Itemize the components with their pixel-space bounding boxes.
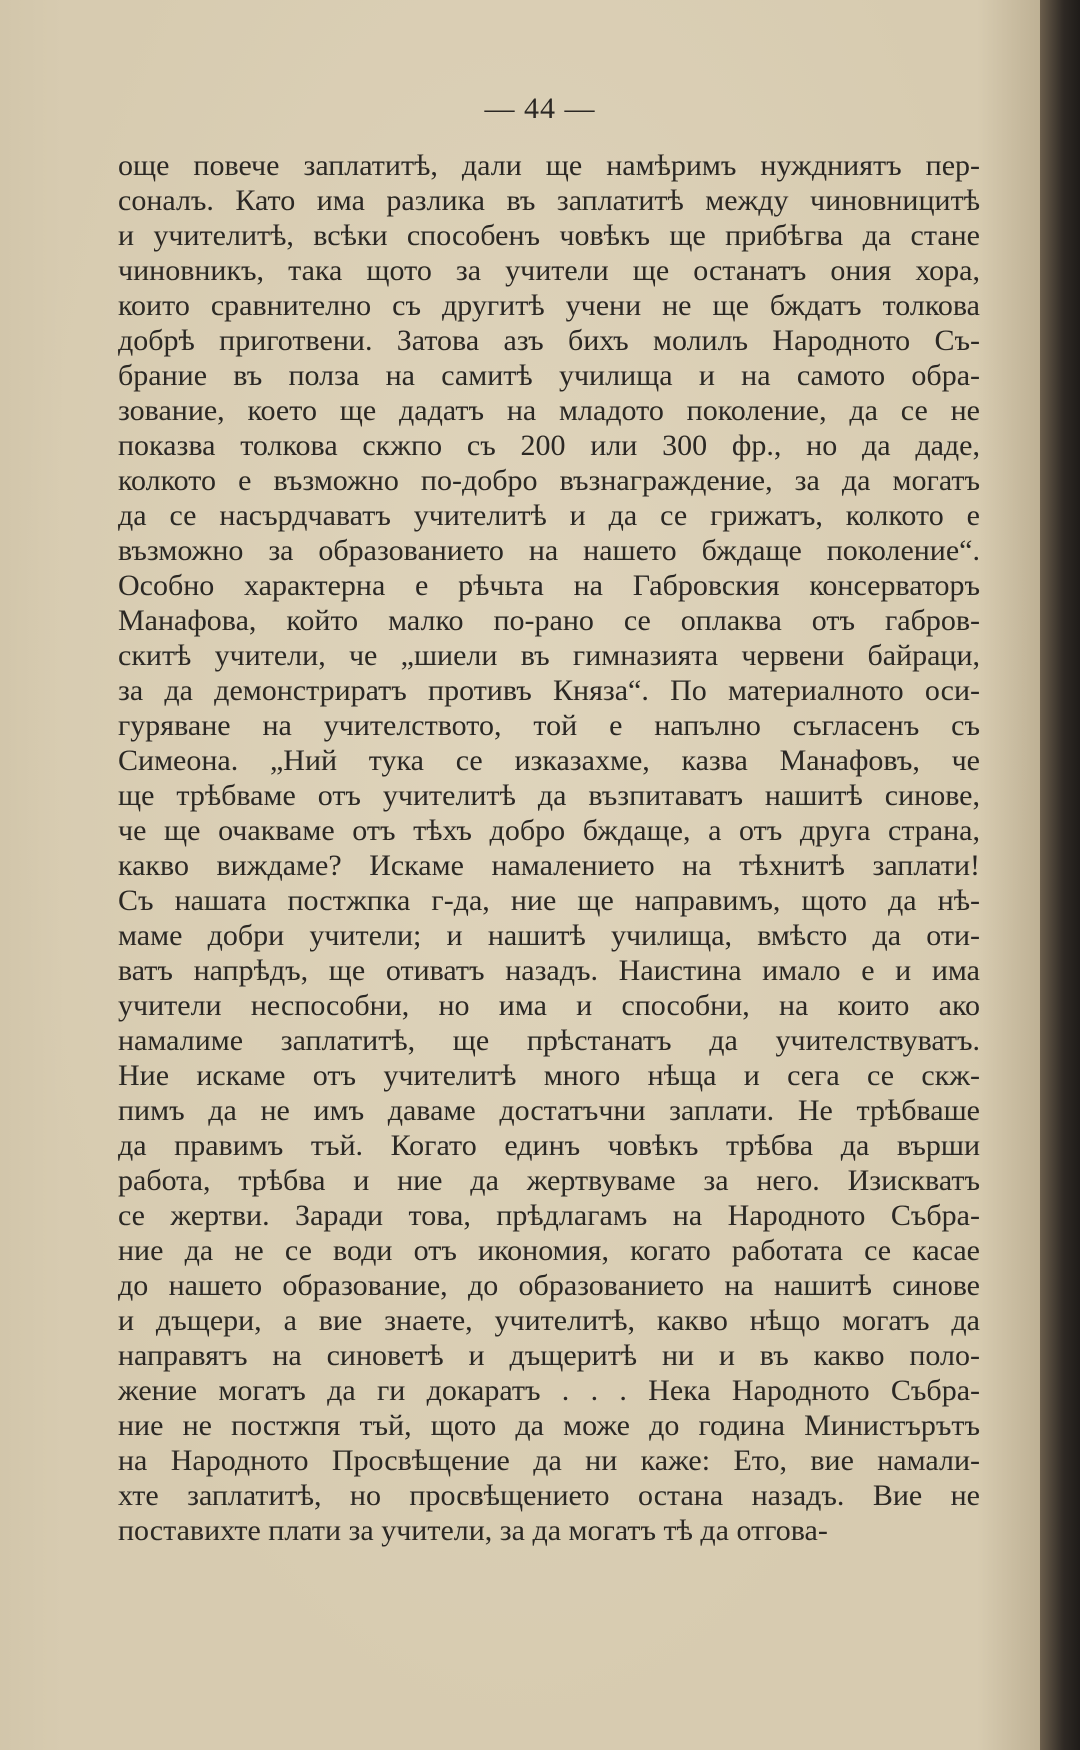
text-line: Съ нашата постжпка г-да, ние ще направимъ, щото да нѣ- [118,884,980,917]
text-line: зование, което ще дадатъ на младото поколение, да се не [118,394,980,427]
text-line: Симеона. „Ний тука се изказахме, казва Манафовъ, че [118,744,980,777]
body-text [118,148,980,1548]
text-line: ние да не се води отъ икономия, когато работата се касае [118,1234,980,1267]
text-line: за да демонстриратъ противъ Княза“. По материалното оси- [118,674,980,707]
text-line: работа, трѣбва и ние да жертвуваме за него. Изискватъ [118,1164,980,1197]
text-line: поставихте плати за учители, за да могатъ тѣ да отгова- [118,1514,828,1547]
text-line: хте заплатитѣ, но просвѣщението остана назадъ. Вие не [118,1479,980,1512]
text-line: намалиме заплатитѣ, ще прѣстанатъ да учителствуватъ. [118,1024,980,1057]
text-line: направятъ на синоветѣ и дъщеритѣ ни и въ какво поло- [118,1339,980,1372]
text-line: и учителитѣ, всѣки способенъ човѣкъ ще прибѣгва да стане [118,219,980,252]
text-line: колкото е възможно по-добро възнаграждение, за да могатъ [118,464,980,497]
text-line: още повече заплатитѣ, дали ще намѣримъ нуждниятъ пер- [118,149,980,182]
text-line: брание въ полза на самитѣ училища и на самото обра- [118,359,980,392]
text-line: ватъ напрѣдъ, ще отиватъ назадъ. Наистина имало е и има [118,954,980,987]
text-line: Манафова, който малко по-рано се оплаква отъ габров- [118,604,980,637]
text-line: жение могатъ да ги докаратъ . . . Нека Народното Събра- [118,1374,980,1407]
text-line: които сравнително съ другитѣ учени не ще бждатъ толкова [118,289,980,322]
text-line: Ние искаме отъ учителитѣ много нѣща и сега се скж- [118,1059,980,1092]
text-line: скитѣ учители, че „шиели въ гимназията червени байраци, [118,639,980,672]
text-line: добрѣ приготвени. Затова азъ бихъ молилъ Народното Съ- [118,324,980,357]
page-number: — 44 — [484,92,596,125]
text-line: ще трѣбваме отъ учителитѣ да възпитаватъ нашитѣ синове, [118,779,980,812]
text-line: учители неспособни, но има и способни, на които ако [118,989,980,1022]
text-line: ние не постжпя тъй, щото да може до година Министърътъ [118,1409,980,1442]
text-line: до нашето образование, до образованието на нашитѣ синове [118,1269,980,1302]
text-line: чиновникъ, така щото за учители ще останатъ ония хора, [118,254,980,287]
text-line: на Народното Просвѣщение да ни каже: Ето, вие намали- [118,1444,980,1477]
text-line: да се насърдчаватъ учителитѣ и да се грижатъ, колкото е [118,499,980,532]
text-line: се жертви. Заради това, прѣдлагамъ на Народното Събра- [118,1199,980,1232]
text-line: Особно характерна е рѣчьта на Габровския консерваторъ [118,569,980,602]
text-line: соналъ. Като има разлика въ заплатитѣ между чиновницитѣ [118,184,980,217]
text-line: възможно за образованието на нашето бждаще поколение“. [118,534,980,567]
text-line: показва толкова скжпо съ 200 или 300 фр., но да даде, [118,429,980,462]
text-line: маме добри учители; и нашитѣ училища, вмѣсто да оти- [118,919,980,952]
text-line: какво виждаме? Искаме намалението на тѣхнитѣ заплати! [118,849,980,882]
book-gutter [1040,0,1080,1750]
text-line: че ще очакваме отъ тѣхъ добро бждаще, а отъ друга страна, [118,814,980,847]
text-line: да правимъ тъй. Когато единъ човѣкъ трѣбва да върши [118,1129,980,1162]
text-line: пимъ да не имъ даваме достатъчни заплати. Не трѣбваше [118,1094,980,1127]
text-line: и дъщери, а вие знаете, учителитѣ, какво нѣщо могатъ да [118,1304,980,1337]
text-line: гуряване на учителството, той е напълно съгласенъ съ [118,709,980,742]
